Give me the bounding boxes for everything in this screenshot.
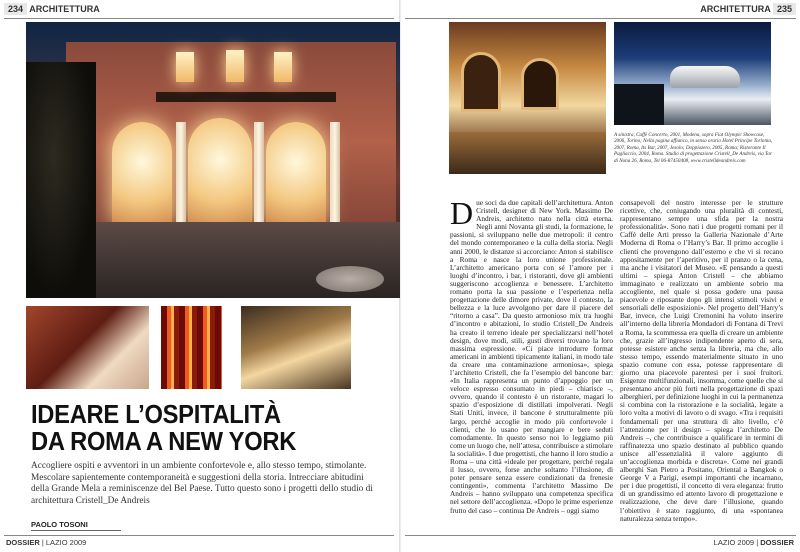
right-footer-issue: LAZIO 2009 <box>713 538 755 547</box>
left-page-number: 234 <box>4 3 27 15</box>
right-footer: LAZIO 2009 | DOSSIER <box>713 538 794 547</box>
author-rule <box>31 530 121 531</box>
photo-hotel-lobby <box>449 22 606 174</box>
thumb-photo-restaurant <box>26 306 149 389</box>
thumb-photo-bar <box>241 306 351 389</box>
headline-line-1: IDEARE L’OSPITALITÀ <box>31 401 281 429</box>
photo-arch <box>461 52 501 112</box>
photo-arch <box>112 122 172 222</box>
photo-floor-logo <box>316 266 384 292</box>
body-column-2 <box>620 199 783 523</box>
right-section-label: ARCHITETTURA <box>700 4 771 14</box>
photo-arch <box>266 122 326 222</box>
photo-caption: A sinistra, Caffè Concerto, 2001, Modena, sopra Fiat Olympic Showcase, 2006, Torino; Nella pagina affianco, in senso orario Hotel Principe Torlonia, 2007, Roma, Its Bar, 2007, Jesolo; Doppiozero, 2005, Roma; Ristorante Il Pagliaccio, 2004, Roma. Studio di progettazione Cristell_De Andreis, via Tor di Nona 26, Roma, Tel 06-87450408, www.cristelldeandreis.com <box>614 132 773 164</box>
photo-car-showroom <box>614 22 771 125</box>
photo-window <box>274 52 292 82</box>
photo-balcony <box>156 92 336 102</box>
photo-arch <box>521 58 559 110</box>
body-text-col1: ue soci da due capitali dell’architettura. Anton Cristell, designer di New York. Massimo De Andreis, architetto nato nella città eterna. Negli anni Novanta gli studi, la formazione, le passioni, si sviluppano nelle due metropoli: il centro del mondo contemporaneo e la culla della storia. Negli anni 2000, le distanze si accorciano: Anton si stabilisce a Roma e nasce la loro unione professionale. L’architetto americano porta con sé l’amore per i luoghi d’incontro, i bar, i ristoranti, dove gli ambienti suggeriscono accoglienza e benessere. L’architetto romano porta la sua passione e l’esperienza nella progettazione delle dimore private, dove il contesto, la bellezza e la luce avvolgono per dare il piacere del “ritorno a casa”. Da questo armonioso mix tra luoghi d’incontro e abitazioni, lo studio Cristell_De Andreis ha creato il terreno ideale per specializzarsi nell’hotel design, dove modi, stili, gusti diversi trovano la loro massima espressione. «Ci piace introdurre format americani in ambienti tipicamente italiani, in modo tale da creare una contaminazione armoniosa», spiega l’architetto Cristell, che fa l’esempio del bancone bar: «In Italia rappresenta un punto d’appoggio per un veloce espresso consumato in piedi – chiarisce –, ovvero, quando il contesto è un ristorante, magari lo spazio d’esposizione di distillati impolverati. Negli Stati Uniti, invece, il bancone è strutturalmente più largo, perché accoglie in modo più confortevole i clienti, che lo usano per mangiare e bere seduti comodamente. In questo senso noi lo leggiamo più come un luogo che, nell’attesa, contribuisce a stimolare la socialità». I due progettisti, che hanno il loro studio a Roma – una città «ideale per progettare, perché regala il lusso, ovvero, forse anche soltanto l’illusione, di poter pensare senza essere condizionati da frenesie contingenti», commenta l’architetto Massimo De Andreis – hanno sviluppato una competenza specifica nel settore dell’accoglienza. «Dopo le prime esperienze frutto del caso – continua De Andreis – oggi siamo <box>450 198 613 515</box>
article-headline <box>31 402 357 456</box>
footer-rule-left <box>4 535 394 536</box>
photo-car <box>670 66 740 88</box>
photo-window <box>226 50 244 82</box>
body-column-1 <box>450 195 613 515</box>
article-author: PAOLO TOSONI <box>31 520 88 529</box>
left-section-label: ARCHITETTURA <box>29 4 100 14</box>
photo-arch <box>188 118 252 222</box>
article-lede: Accogliere ospiti e avventori in un ambiente confortevole e, allo stesso tempo, stimolante. Mescolare sapientemente contemporaneità e suggestioni della storia. Intrecciare abitudini della Grande Mela a reminiscenze del Bel Paese. Tutto questo sono i progetti dello studio di architettura Cristell_De Andreis <box>31 461 373 506</box>
photo-floor <box>449 132 606 174</box>
left-page-header <box>4 4 100 14</box>
photo-window <box>176 52 194 82</box>
left-footer-brand: DOSSIER <box>6 538 40 547</box>
drop-cap: D <box>450 195 474 231</box>
body-text-col2: consapevoli del nostro interesse per le strutture ricettive, che, coniugando una pluralità di contesti, rappresentano sempre una sfida per la nostra professionalità». Sono nati i due progetti romani per il Caffè delle Arti presso la Galleria Nazionale d’Arte Moderna di Roma o l’Harry’s Bar. Il primo accoglie i clienti che provengono dall’esterno e che vi si recano appositamente per l’aperitivo, per il pranzo o la cena, ma anche i visitatori del Museo. «E pensando a questi ultimi – spiega Anton Cristell – che abbiamo immaginato e realizzato un ambiente sobrio ma accogliente, nel quale si possa godere una pausa piacevole e riposante dopo gli intensi stimoli visivi e sensoriali delle esposizioni». Nel progetto dell’Harry’s Bar, invece, che Luigi Cremonini ha voluto inserire all’interno della libreria Mondadori di Fontana di Trevi a Roma, la scommessa era quella di creare un ambiente che, grazie all’ingresso indipendente aperto di sera, potesse esistere anche senza la libreria, ma che, allo stesso tempo, essendo materialmente situato in uno spazio comune con essa, potesse rappresentare di giorno una piacevole parentesi per i suoi fruitori. Esigenze multifunzionali, insomma, come quelle che si presentano ancor più forti nella progettazione di spazi alberghieri, per definizione luoghi in cui la permanenza si combina con la ristorazione e la socialità, legate a loro volta a motivi di lavoro o di svago. «Tra i requisiti fondamentali per una struttura di alto livello, c’è l’attenzione per il design – spiega l’architetto De Andreis –, che contribuisce a qualificare in termini di raffinatezza uno spazio destinato al pubblico quando unisce all’essenzialità il valore aggiunto di un’accoglienza morbida e discreta». Come nei grandi alberghi San Pietro a Positano, Oriental a Bangkok o George V a Parigi, esempi importanti che incarnano, per i due progettisti, il concetto di vera eleganza: frutto di un grandissimo ed attento lavoro di progettazione e realizzazione, che deve dare l’illusione, quando l’obiettivo è stato raggiunto, di una «spontanea naturalezza senza tempo». <box>620 198 783 523</box>
left-footer-issue: LAZIO 2009 <box>45 538 87 547</box>
hero-photo-hotel-facade <box>26 22 400 298</box>
header-rule-right <box>405 18 796 19</box>
photo-pillar <box>176 122 186 222</box>
thumb-photo-red-wall <box>161 306 222 389</box>
right-page-number: 235 <box>773 3 796 15</box>
photo-shadow <box>614 84 664 125</box>
footer-rule-right <box>405 535 796 536</box>
right-page-header <box>700 4 796 14</box>
headline-line-2: DA ROMA A NEW YORK <box>31 428 297 456</box>
photo-tree <box>26 62 96 298</box>
left-footer: DOSSIER | LAZIO 2009 <box>6 538 87 547</box>
right-footer-brand: DOSSIER <box>760 538 794 547</box>
photo-pillar <box>254 122 264 222</box>
header-rule-left <box>4 18 394 19</box>
photo-pillar <box>330 122 340 222</box>
